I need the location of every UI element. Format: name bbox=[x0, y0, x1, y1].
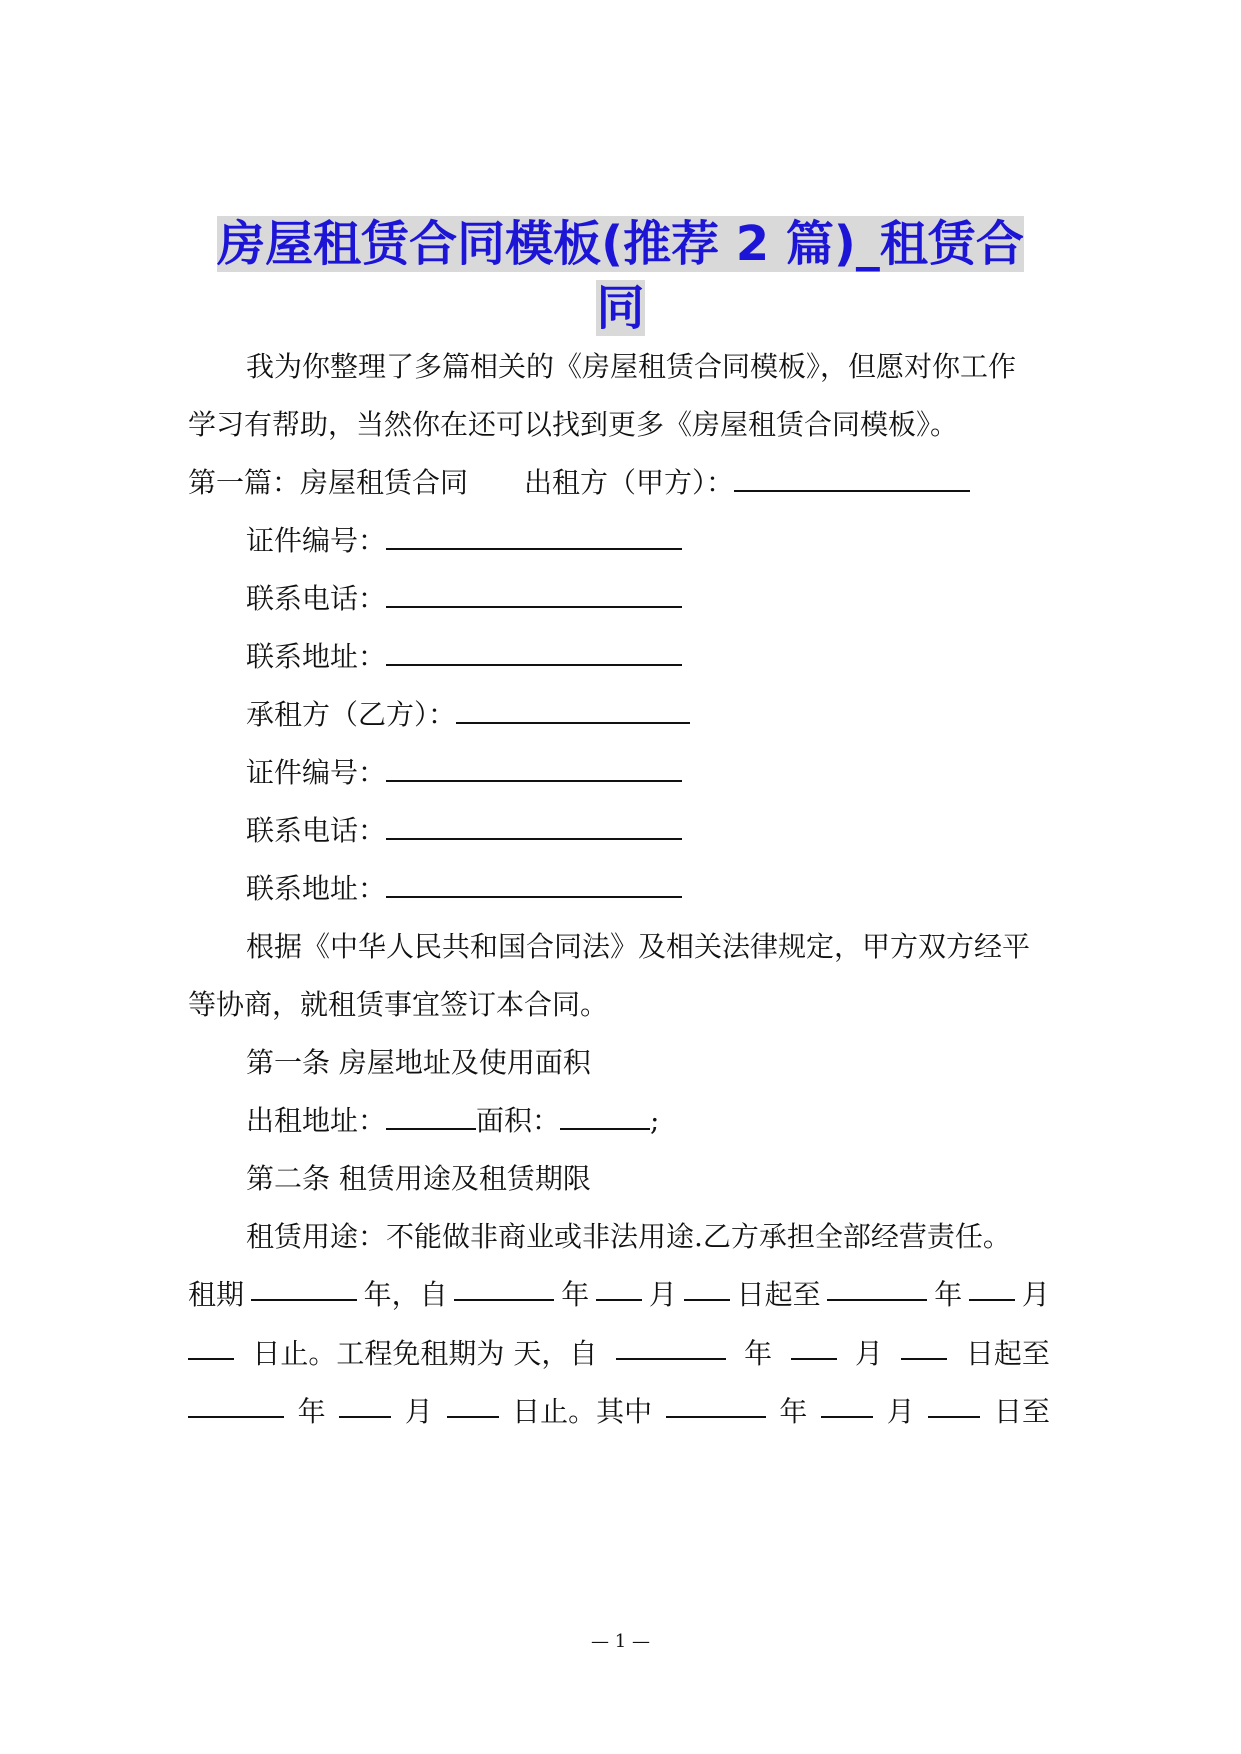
title-line-2: 同 bbox=[596, 280, 645, 336]
lessor-phone-label: 联系电话： bbox=[246, 582, 387, 615]
section-1-line bbox=[188, 463, 970, 503]
term-line-3 bbox=[188, 1392, 1050, 1432]
lessor-address-label: 联系地址： bbox=[246, 640, 387, 673]
lessor-address-line bbox=[246, 637, 682, 677]
end-month-blank bbox=[969, 1275, 1015, 1301]
period-month-label: 月 bbox=[886, 1395, 915, 1428]
basis-line-1: 根据《中华人民共和国合同法》及相关法律规定，甲方双方经平 bbox=[246, 930, 1031, 963]
lessee-id-label: 证件编号： bbox=[246, 756, 387, 789]
article-2-heading: 第二条 租赁用途及租赁期限 bbox=[246, 1162, 591, 1195]
area-label: 面积： bbox=[476, 1104, 561, 1137]
end-day-blank bbox=[188, 1334, 234, 1360]
rental-address-label: 出租地址： bbox=[246, 1104, 387, 1137]
area-blank bbox=[560, 1104, 650, 1130]
period-month-blank bbox=[821, 1392, 873, 1418]
period-year-blank bbox=[666, 1392, 766, 1418]
end-year-blank bbox=[827, 1275, 927, 1301]
free-end-day-blank bbox=[447, 1392, 499, 1418]
usage-line: 租赁用途：不能做非商业或非法用途.乙方承担全部经营责任。 bbox=[246, 1220, 1011, 1253]
start-month-blank bbox=[596, 1275, 642, 1301]
lessee-id-line bbox=[246, 753, 682, 793]
intro-line-2: 学习有帮助，当然你在还可以找到更多《房屋租赁合同模板》。 bbox=[188, 408, 959, 441]
lessee-label: 承租方（乙方）： bbox=[246, 698, 457, 731]
start-month-label: 月 bbox=[648, 1278, 677, 1311]
area-end: ; bbox=[650, 1104, 660, 1137]
lessor-id-line bbox=[246, 521, 682, 561]
basis-line-2: 等协商，就租赁事宜签订本合同。 bbox=[188, 988, 609, 1021]
lessee-blank bbox=[456, 698, 690, 724]
lessor-phone-line bbox=[246, 579, 682, 619]
free-end-year-blank bbox=[188, 1392, 284, 1418]
lessor-phone-blank bbox=[386, 582, 682, 608]
start-year-blank bbox=[454, 1275, 554, 1301]
free-start-month-label: 月 bbox=[855, 1337, 884, 1370]
lessee-phone-line bbox=[246, 811, 682, 851]
term-years-blank bbox=[251, 1275, 357, 1301]
term-label: 租期 bbox=[188, 1278, 245, 1311]
article-1-address-line bbox=[246, 1101, 659, 1141]
free-end-year-label: 年 bbox=[297, 1395, 326, 1428]
end-month-label: 月 bbox=[1021, 1278, 1050, 1311]
free-start-day-blank bbox=[901, 1334, 947, 1360]
lessee-id-blank bbox=[386, 756, 682, 782]
lessor-address-blank bbox=[386, 640, 682, 666]
lessee-phone-label: 联系电话： bbox=[246, 814, 387, 847]
period-day-label: 日至 bbox=[993, 1395, 1050, 1428]
period-day-blank bbox=[928, 1392, 980, 1418]
section-1-heading: 第一篇：房屋租赁合同 bbox=[188, 466, 469, 499]
rental-address-blank bbox=[386, 1104, 476, 1130]
free-end-day-label: 日止。其中 bbox=[512, 1395, 653, 1428]
lessee-phone-blank bbox=[386, 814, 682, 840]
lessee-address-blank bbox=[386, 872, 682, 898]
term-line-1 bbox=[188, 1275, 1050, 1315]
article-1-heading: 第一条 房屋地址及使用面积 bbox=[246, 1046, 591, 1079]
lessee-address-label: 联系地址： bbox=[246, 872, 387, 905]
free-end-month-blank bbox=[339, 1392, 391, 1418]
start-day-blank bbox=[684, 1275, 730, 1301]
start-year-label: 年 bbox=[561, 1278, 590, 1311]
document-title bbox=[160, 212, 1081, 340]
end-day-label: 日止。工程免租期为 天，自 bbox=[252, 1337, 598, 1370]
free-start-day-label: 日起至 bbox=[965, 1337, 1050, 1370]
term-year-from: 年，自 bbox=[363, 1278, 448, 1311]
lessor-id-blank bbox=[386, 524, 682, 550]
title-line-1: 房屋租赁合同模板(推荐 2 篇)_租赁合 bbox=[217, 216, 1024, 272]
lessee-line bbox=[246, 695, 690, 735]
free-start-year-blank bbox=[616, 1334, 726, 1360]
lessor-id-label: 证件编号： bbox=[246, 524, 387, 557]
page-number: — 1 — bbox=[591, 1631, 650, 1652]
period-year-label: 年 bbox=[779, 1395, 808, 1428]
end-year-label: 年 bbox=[934, 1278, 963, 1311]
free-start-year-label: 年 bbox=[744, 1337, 773, 1370]
start-day-label: 日起至 bbox=[736, 1278, 821, 1311]
lessor-blank bbox=[734, 466, 970, 492]
free-end-month-label: 月 bbox=[404, 1395, 433, 1428]
term-line-2 bbox=[188, 1334, 1050, 1374]
free-start-month-blank bbox=[791, 1334, 837, 1360]
lessee-address-line bbox=[246, 869, 682, 909]
intro-line-1: 我为你整理了多篇相关的《房屋租赁合同模板》，但愿对你工作 bbox=[246, 350, 1017, 383]
lessor-label: 出租方（甲方）： bbox=[524, 466, 735, 499]
